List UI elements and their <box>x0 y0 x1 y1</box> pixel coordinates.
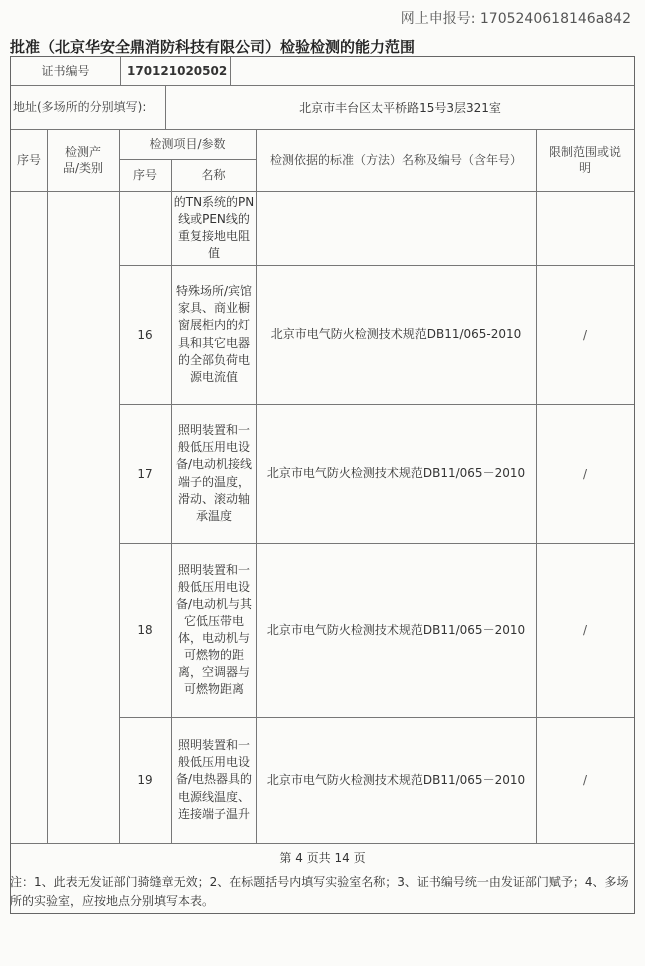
header-standard: 检测依据的标准（方法）名称及编号（含年号） <box>269 152 522 167</box>
table-row-item-seq: 19 <box>137 773 153 787</box>
page-title: 批准（北京华安全鼎消防科技有限公司）检验检测的能力范围 <box>10 38 416 56</box>
table-row-standard: 北京市电气防火检测技术规范DB11/065－2010 <box>266 622 526 637</box>
table-row-limit: / <box>582 466 588 481</box>
address-label: 地址(多场所的分别填写): <box>11 85 166 129</box>
submission-number: 网上申报号: 1705240618146a842 <box>400 11 631 27</box>
table-row-standard: 北京市电气防火检测技术规范DB11/065－2010 <box>266 772 526 787</box>
address-value: 北京市丰台区太平桥路15号3层321室 <box>299 100 501 115</box>
header-item-name: 名称 <box>201 167 226 182</box>
capability-table <box>10 56 635 914</box>
table-row-standard: 北京市电气防火检测技术规范DB11/065－2010 <box>266 466 526 481</box>
table-row-item-seq: 18 <box>137 623 153 637</box>
table-row-item-name: 照明装置和一般低压用电设备/电动机接线端子的温度，滑动、滚动轴承温度 <box>175 423 253 523</box>
cert-row <box>11 57 634 86</box>
table-row-item-seq: 17 <box>137 466 153 481</box>
header-limit: 限制范围或说明 <box>548 144 621 175</box>
cert-label: 证书编号 <box>11 57 121 85</box>
table-row-item-name: 的TN系统的PN线或PEN线的重复接地电阻值 <box>173 194 255 261</box>
table-row-standard: 北京市电气防火检测技术规范DB11/065-2010 <box>270 327 522 342</box>
table-row-item-name: 照明装置和一般低压用电设备/电热器具的电源线温度、连接端子温升 <box>175 738 253 821</box>
cert-number: 170121020502 <box>121 57 231 85</box>
address-row <box>11 85 634 130</box>
footnote: 注：1、此表无发证部门骑缝章无效；2、在标题括号内填写实验室名称；3、证书编号统一由发证部门赋予；4、多场所的实验室，应按地点分别填写本表。 <box>10 875 629 909</box>
table-row-limit: / <box>582 623 588 637</box>
table-row-limit: / <box>582 773 588 787</box>
header-product: 检测产品/类别 <box>62 144 104 175</box>
page-indicator: 第 4 页共 14 页 <box>279 850 366 865</box>
table-row-item-seq: 16 <box>137 327 153 342</box>
header-item-seq: 序号 <box>132 167 157 182</box>
header-item-param: 检测项目/参数 <box>149 136 226 151</box>
table-row-item-name: 特殊场所/宾馆家具、商业橱窗展柜内的灯具和其它电器的全部负荷电源电流值 <box>175 284 253 384</box>
table-row-item-name: 照明装置和一般低压用电设备/电动机与其它低压带电体，电动机与可燃物的距离，空调器与可燃物距离 <box>175 562 253 697</box>
table-row-limit: / <box>582 327 588 342</box>
header-seq: 序号 <box>16 152 41 167</box>
